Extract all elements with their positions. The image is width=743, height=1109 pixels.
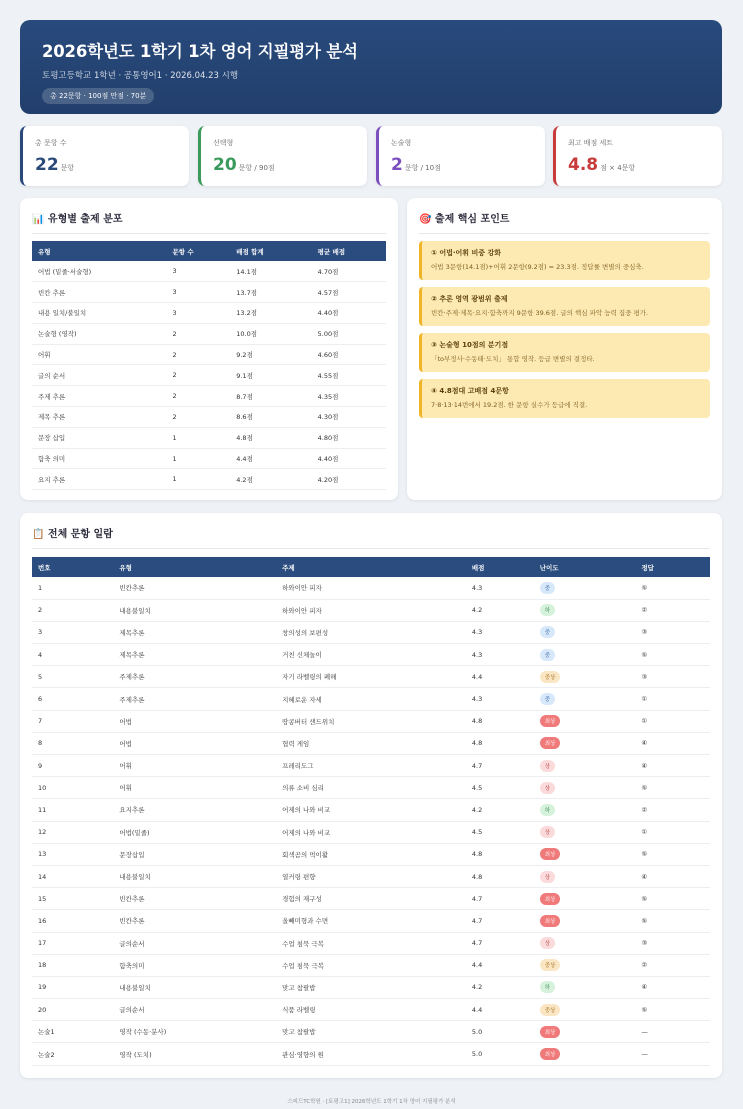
table-row [32,799,710,821]
table-cell: 어제의 나와 비교 [276,799,466,821]
point-desc: 「to부정사·수동태·도치」 통합 영작. 등급 변별의 결정타. [431,355,595,363]
column-header: 평균 배점 [312,241,386,261]
difficulty-badge: 중상 [540,1004,561,1016]
point-title: ① 어법·어휘 비중 강화 [431,249,501,257]
table-cell [534,755,636,777]
stat-label: 총 문항 수 [35,139,67,147]
page-subtitle: 토평고등학교 1학년 · 공통영어1 · 2026.04.23 시행 [42,71,239,81]
table-row [32,755,710,777]
table-cell [534,976,636,998]
table-cell: 3 [167,303,231,324]
table-cell: 4.7 [466,755,534,777]
table-cell: 어휘 [113,777,276,799]
table-row [32,407,386,428]
table-cell: 함축의미 [113,954,276,976]
column-header: 난이도 [534,557,636,577]
footer: 스피드TC학원 · [토평고1] 2026학년도 1학기 1차 영어 지필평가 분석 [287,1099,456,1105]
table-row [32,427,386,448]
table-row [32,621,710,643]
table-cell [534,1021,636,1043]
table-cell: 맞고 참팔밥 [276,976,466,998]
table-cell: 17 [32,932,113,954]
table-cell: 15 [32,888,113,910]
stat-unit: 문항 [60,164,75,172]
point-item [419,287,710,326]
table-cell: 3 [167,261,231,282]
table-cell: 4.7 [466,932,534,954]
table-cell: 5.0 [466,1043,534,1065]
table-cell: 지혜로운 자세 [276,688,466,710]
stat-card [553,126,722,186]
table-cell: 어법 [113,732,276,754]
summary-pill: 총 22문항 · 100점 만점 · 70분 [42,88,154,104]
difficulty-badge: 중 [540,582,555,594]
table-cell: 논술2 [32,1043,113,1065]
table-cell: 영작 (수동·분사) [113,1021,276,1043]
table-cell: 4.40점 [312,303,386,324]
difficulty-badge: 최상 [540,1048,561,1060]
column-header: 유형 [113,557,276,577]
table-cell: 8.7점 [230,386,311,407]
table-row [32,577,710,599]
table-cell: ① [635,688,710,710]
table-cell [534,710,636,732]
table-cell: 5.0 [466,1021,534,1043]
table-cell: — [635,1021,710,1043]
points-list [419,241,710,418]
difficulty-badge: 하 [540,981,555,993]
table-row [32,448,386,469]
point-desc: 7·8·13·14번에서 19.2점. 한 문항 실수가 등급에 직결. [431,401,588,409]
table-cell: 4.8 [466,732,534,754]
point-item [419,333,710,372]
table-row [32,1043,710,1065]
table-cell [534,732,636,754]
difficulty-badge: 중 [540,626,555,638]
table-cell: 13.7점 [230,282,311,303]
table-cell: 내용불일치 [113,599,276,621]
stat-number: 20 [213,155,237,175]
table-cell: ④ [635,976,710,998]
column-header: 유형 [32,241,167,261]
table-cell [534,621,636,643]
table-cell: 2 [167,323,231,344]
full-list-table [32,557,710,1066]
table-cell: 4.8 [466,865,534,887]
table-cell: 16 [32,910,113,932]
table-cell: 4.80점 [312,427,386,448]
point-title: ② 추론 영역 광범위 출제 [431,295,508,303]
table-cell: 내용불일치 [113,865,276,887]
column-header: 번호 [32,557,113,577]
distribution-header-row [32,241,386,261]
table-cell: 1 [167,427,231,448]
table-cell: 제목 추론 [32,407,167,428]
table-cell [534,843,636,865]
table-cell: 회색곰의 먹이활 [276,843,466,865]
table-cell: 빈칸추론 [113,577,276,599]
table-row [32,599,710,621]
point-title: ④ 4.8점대 고배점 4문항 [431,387,509,395]
table-cell: 4.3 [466,644,534,666]
column-header: 배점 합계 [230,241,311,261]
table-cell: 19 [32,976,113,998]
table-cell: 올빼미형과 수면 [276,910,466,932]
difficulty-badge: 중 [540,693,555,705]
table-cell: 빈칸 추론 [32,282,167,303]
table-cell: 논술형 (영작) [32,323,167,344]
table-cell: 창의성의 보편성 [276,621,466,643]
table-cell: 3 [167,282,231,303]
table-row [32,644,710,666]
distribution-table [32,241,386,490]
difficulty-badge: 상 [540,826,555,838]
points-title: 🎯 출제 핵심 포인트 [419,210,710,234]
table-cell [534,865,636,887]
table-cell: 2 [32,599,113,621]
table-cell: 빈칸추론 [113,910,276,932]
difficulty-badge: 하 [540,804,555,816]
table-cell: 내용불일치 [113,976,276,998]
stat-value [35,155,177,175]
full-list-title: 📋 전체 문항 일람 [32,525,710,549]
table-cell: 4.4 [466,954,534,976]
table-cell: 14 [32,865,113,887]
table-cell [534,954,636,976]
stat-unit: 문항 / 90점 [238,164,275,172]
table-row [32,888,710,910]
table-row [32,777,710,799]
table-cell: 어휘 [113,755,276,777]
table-cell: 4.8 [466,710,534,732]
table-cell [534,644,636,666]
table-cell: 9.2점 [230,344,311,365]
table-cell: 글의순서 [113,999,276,1021]
table-cell: 9.1점 [230,365,311,386]
stat-card [198,126,367,186]
table-cell [534,1043,636,1065]
table-cell [534,821,636,843]
table-cell: 하와이안 피자 [276,599,466,621]
table-cell: 18 [32,954,113,976]
table-cell: 6 [32,688,113,710]
table-cell: 4.4점 [230,448,311,469]
page-title: 2026학년도 1학기 1차 영어 지필평가 분석 [42,42,358,61]
table-cell: 함축 의미 [32,448,167,469]
table-cell: 4 [32,644,113,666]
point-item [419,241,710,280]
table-cell: 의류 소비 심리 [276,777,466,799]
table-cell: 10 [32,777,113,799]
stat-label: 논술형 [391,139,412,147]
table-cell: 4.2 [466,599,534,621]
stat-number: 4.8 [568,155,599,175]
table-cell: 4.8점 [230,427,311,448]
table-cell [534,932,636,954]
table-cell: 4.5 [466,821,534,843]
table-cell: 3 [32,621,113,643]
stat-unit: 점 × 4문항 [600,164,636,172]
table-cell: 요지추론 [113,799,276,821]
table-cell: ② [635,599,710,621]
table-cell: 열커링 편향 [276,865,466,887]
table-cell [534,777,636,799]
difficulty-badge: 하 [540,604,555,616]
table-cell: ③ [635,666,710,688]
table-row [32,999,710,1021]
table-cell: ⑤ [635,777,710,799]
difficulty-badge: 최상 [540,1026,561,1038]
stat-number: 22 [35,155,59,175]
difficulty-badge: 상 [540,937,555,949]
difficulty-badge: 상 [540,782,555,794]
table-cell: 2 [167,344,231,365]
table-cell: 20 [32,999,113,1021]
table-cell: 4.60점 [312,344,386,365]
table-cell: 영작 (도치) [113,1043,276,1065]
table-cell: 13 [32,843,113,865]
table-cell: 5 [32,666,113,688]
table-cell: 11 [32,799,113,821]
table-cell: — [635,1043,710,1065]
table-cell: ① [635,710,710,732]
table-row [32,688,710,710]
table-cell: 거친 신체놀이 [276,644,466,666]
table-row [32,954,710,976]
table-cell: 4.4 [466,999,534,1021]
table-cell: 어법 (밑줄·서술형) [32,261,167,282]
table-cell: 땅콩버터 샌드위치 [276,710,466,732]
table-cell: 4.55점 [312,365,386,386]
table-cell: 4.4 [466,666,534,688]
table-cell: ③ [635,621,710,643]
table-cell: 4.70점 [312,261,386,282]
table-cell: 논술1 [32,1021,113,1043]
point-title: ③ 논술형 10점의 분기점 [431,341,509,349]
table-row [32,323,386,344]
table-cell: 4.35점 [312,386,386,407]
table-cell: 하와이안 피자 [276,577,466,599]
table-row [32,910,710,932]
table-row [32,710,710,732]
table-cell: 맞고 참팔밥 [276,1021,466,1043]
table-cell [534,688,636,710]
difficulty-badge: 최상 [540,915,561,927]
table-row [32,469,386,490]
table-cell: 2 [167,386,231,407]
table-cell: ⑤ [635,888,710,910]
table-cell: 관심·영향의 원 [276,1043,466,1065]
difficulty-badge: 상 [540,760,555,772]
table-cell: 4.57점 [312,282,386,303]
table-row [32,344,386,365]
table-cell: ⑤ [635,577,710,599]
table-row [32,976,710,998]
table-cell: 4.2 [466,799,534,821]
table-cell: 14.1점 [230,261,311,282]
table-cell [534,577,636,599]
table-cell: 4.7 [466,910,534,932]
table-cell: 협력 게임 [276,732,466,754]
table-row [32,365,386,386]
table-cell: 4.30점 [312,407,386,428]
table-cell: 문장 삽입 [32,427,167,448]
table-row [32,261,386,282]
difficulty-badge: 상 [540,871,555,883]
table-cell: 수업 침묵 극복 [276,954,466,976]
table-cell: 어휘 [32,344,167,365]
table-cell: 내용 일치/불일치 [32,303,167,324]
stat-value [391,155,533,175]
table-cell: 9 [32,755,113,777]
points-card [407,198,722,500]
table-row [32,865,710,887]
stat-card [20,126,189,186]
table-cell: ④ [635,732,710,754]
table-cell: 5.00점 [312,323,386,344]
point-desc: 빈칸·주제·제목·요지·함축까지 9문항 39.6점. 글의 핵심 파악 능력 집중 평가. [431,309,649,317]
stat-unit: 문항 / 10점 [404,164,441,172]
table-cell [534,999,636,1021]
table-row [32,1021,710,1043]
table-cell: 4.20점 [312,469,386,490]
table-cell: 13.2점 [230,303,311,324]
table-row [32,732,710,754]
column-header: 정답 [635,557,710,577]
stat-label: 선택형 [213,139,234,147]
table-cell: 7 [32,710,113,732]
table-cell: 4.3 [466,621,534,643]
difficulty-badge: 최상 [540,715,561,727]
table-cell: ⑤ [635,999,710,1021]
table-cell: 프레리도그 [276,755,466,777]
table-cell: 4.8 [466,843,534,865]
difficulty-badge: 중상 [540,671,561,683]
difficulty-badge: 중상 [540,959,561,971]
table-cell: 주제추론 [113,666,276,688]
table-cell: 주제 추론 [32,386,167,407]
stat-card [376,126,545,186]
table-cell: ⑤ [635,910,710,932]
table-cell: 자기 라벨링의 폐해 [276,666,466,688]
table-cell: ② [635,954,710,976]
table-row [32,932,710,954]
table-cell: 1 [167,469,231,490]
table-cell: 요지 추론 [32,469,167,490]
table-cell: 4.5 [466,777,534,799]
table-cell: 4.40점 [312,448,386,469]
table-cell [534,888,636,910]
table-cell: 2 [167,407,231,428]
table-cell: 2 [167,365,231,386]
table-cell [534,666,636,688]
point-item [419,379,710,418]
distribution-card [20,198,398,500]
table-cell: 식품 라벨링 [276,999,466,1021]
difficulty-badge: 최상 [540,893,561,905]
stat-number: 2 [391,155,403,175]
difficulty-badge: 최상 [540,848,561,860]
table-cell: 제목추론 [113,644,276,666]
table-row [32,386,386,407]
table-cell: 빈칸추론 [113,888,276,910]
table-cell: ② [635,799,710,821]
table-cell [534,599,636,621]
table-cell: 8.6점 [230,407,311,428]
table-cell: 4.7 [466,888,534,910]
table-cell: ④ [635,865,710,887]
table-cell: 주제추론 [113,688,276,710]
column-header: 배점 [466,557,534,577]
table-cell: ① [635,821,710,843]
table-cell: 어법(밑줄) [113,821,276,843]
table-cell: 어법 [113,710,276,732]
full-list-card [20,513,722,1078]
table-cell: 어제의 나와 비교 [276,821,466,843]
table-cell: 4.3 [466,577,534,599]
distribution-title: 📊 유형별 출제 분포 [32,210,386,234]
table-cell: 8 [32,732,113,754]
table-cell: ⑤ [635,843,710,865]
table-cell: ③ [635,932,710,954]
full-list-header-row [32,557,710,577]
table-cell: 문장삽입 [113,843,276,865]
stat-value [213,155,355,175]
table-cell: ⑤ [635,644,710,666]
difficulty-badge: 중 [540,649,555,661]
table-cell: 1 [32,577,113,599]
table-row [32,821,710,843]
table-row [32,843,710,865]
table-row [32,282,386,303]
header-banner [20,20,722,114]
table-row [32,666,710,688]
table-cell: 경험의 재구성 [276,888,466,910]
difficulty-badge: 최상 [540,737,561,749]
table-cell: 글의순서 [113,932,276,954]
stat-label: 최고 배점 세트 [568,139,614,147]
table-cell: 4.2점 [230,469,311,490]
table-cell: 1 [167,448,231,469]
table-cell [534,799,636,821]
table-cell: 12 [32,821,113,843]
column-header: 주제 [276,557,466,577]
table-cell: 4.2 [466,976,534,998]
table-cell: 4.3 [466,688,534,710]
table-row [32,303,386,324]
table-cell: 10.0점 [230,323,311,344]
table-cell: 제목추론 [113,621,276,643]
stat-value [568,155,710,175]
table-cell: 글의 순서 [32,365,167,386]
table-cell: ④ [635,755,710,777]
point-desc: 어법 3문항(14.1점)+어휘 2문항(9.2점) = 23.3점. 정답률 변별의 중심축. [431,263,644,271]
column-header: 문항 수 [167,241,231,261]
table-cell [534,910,636,932]
table-cell: 수업 침묵 극복 [276,932,466,954]
